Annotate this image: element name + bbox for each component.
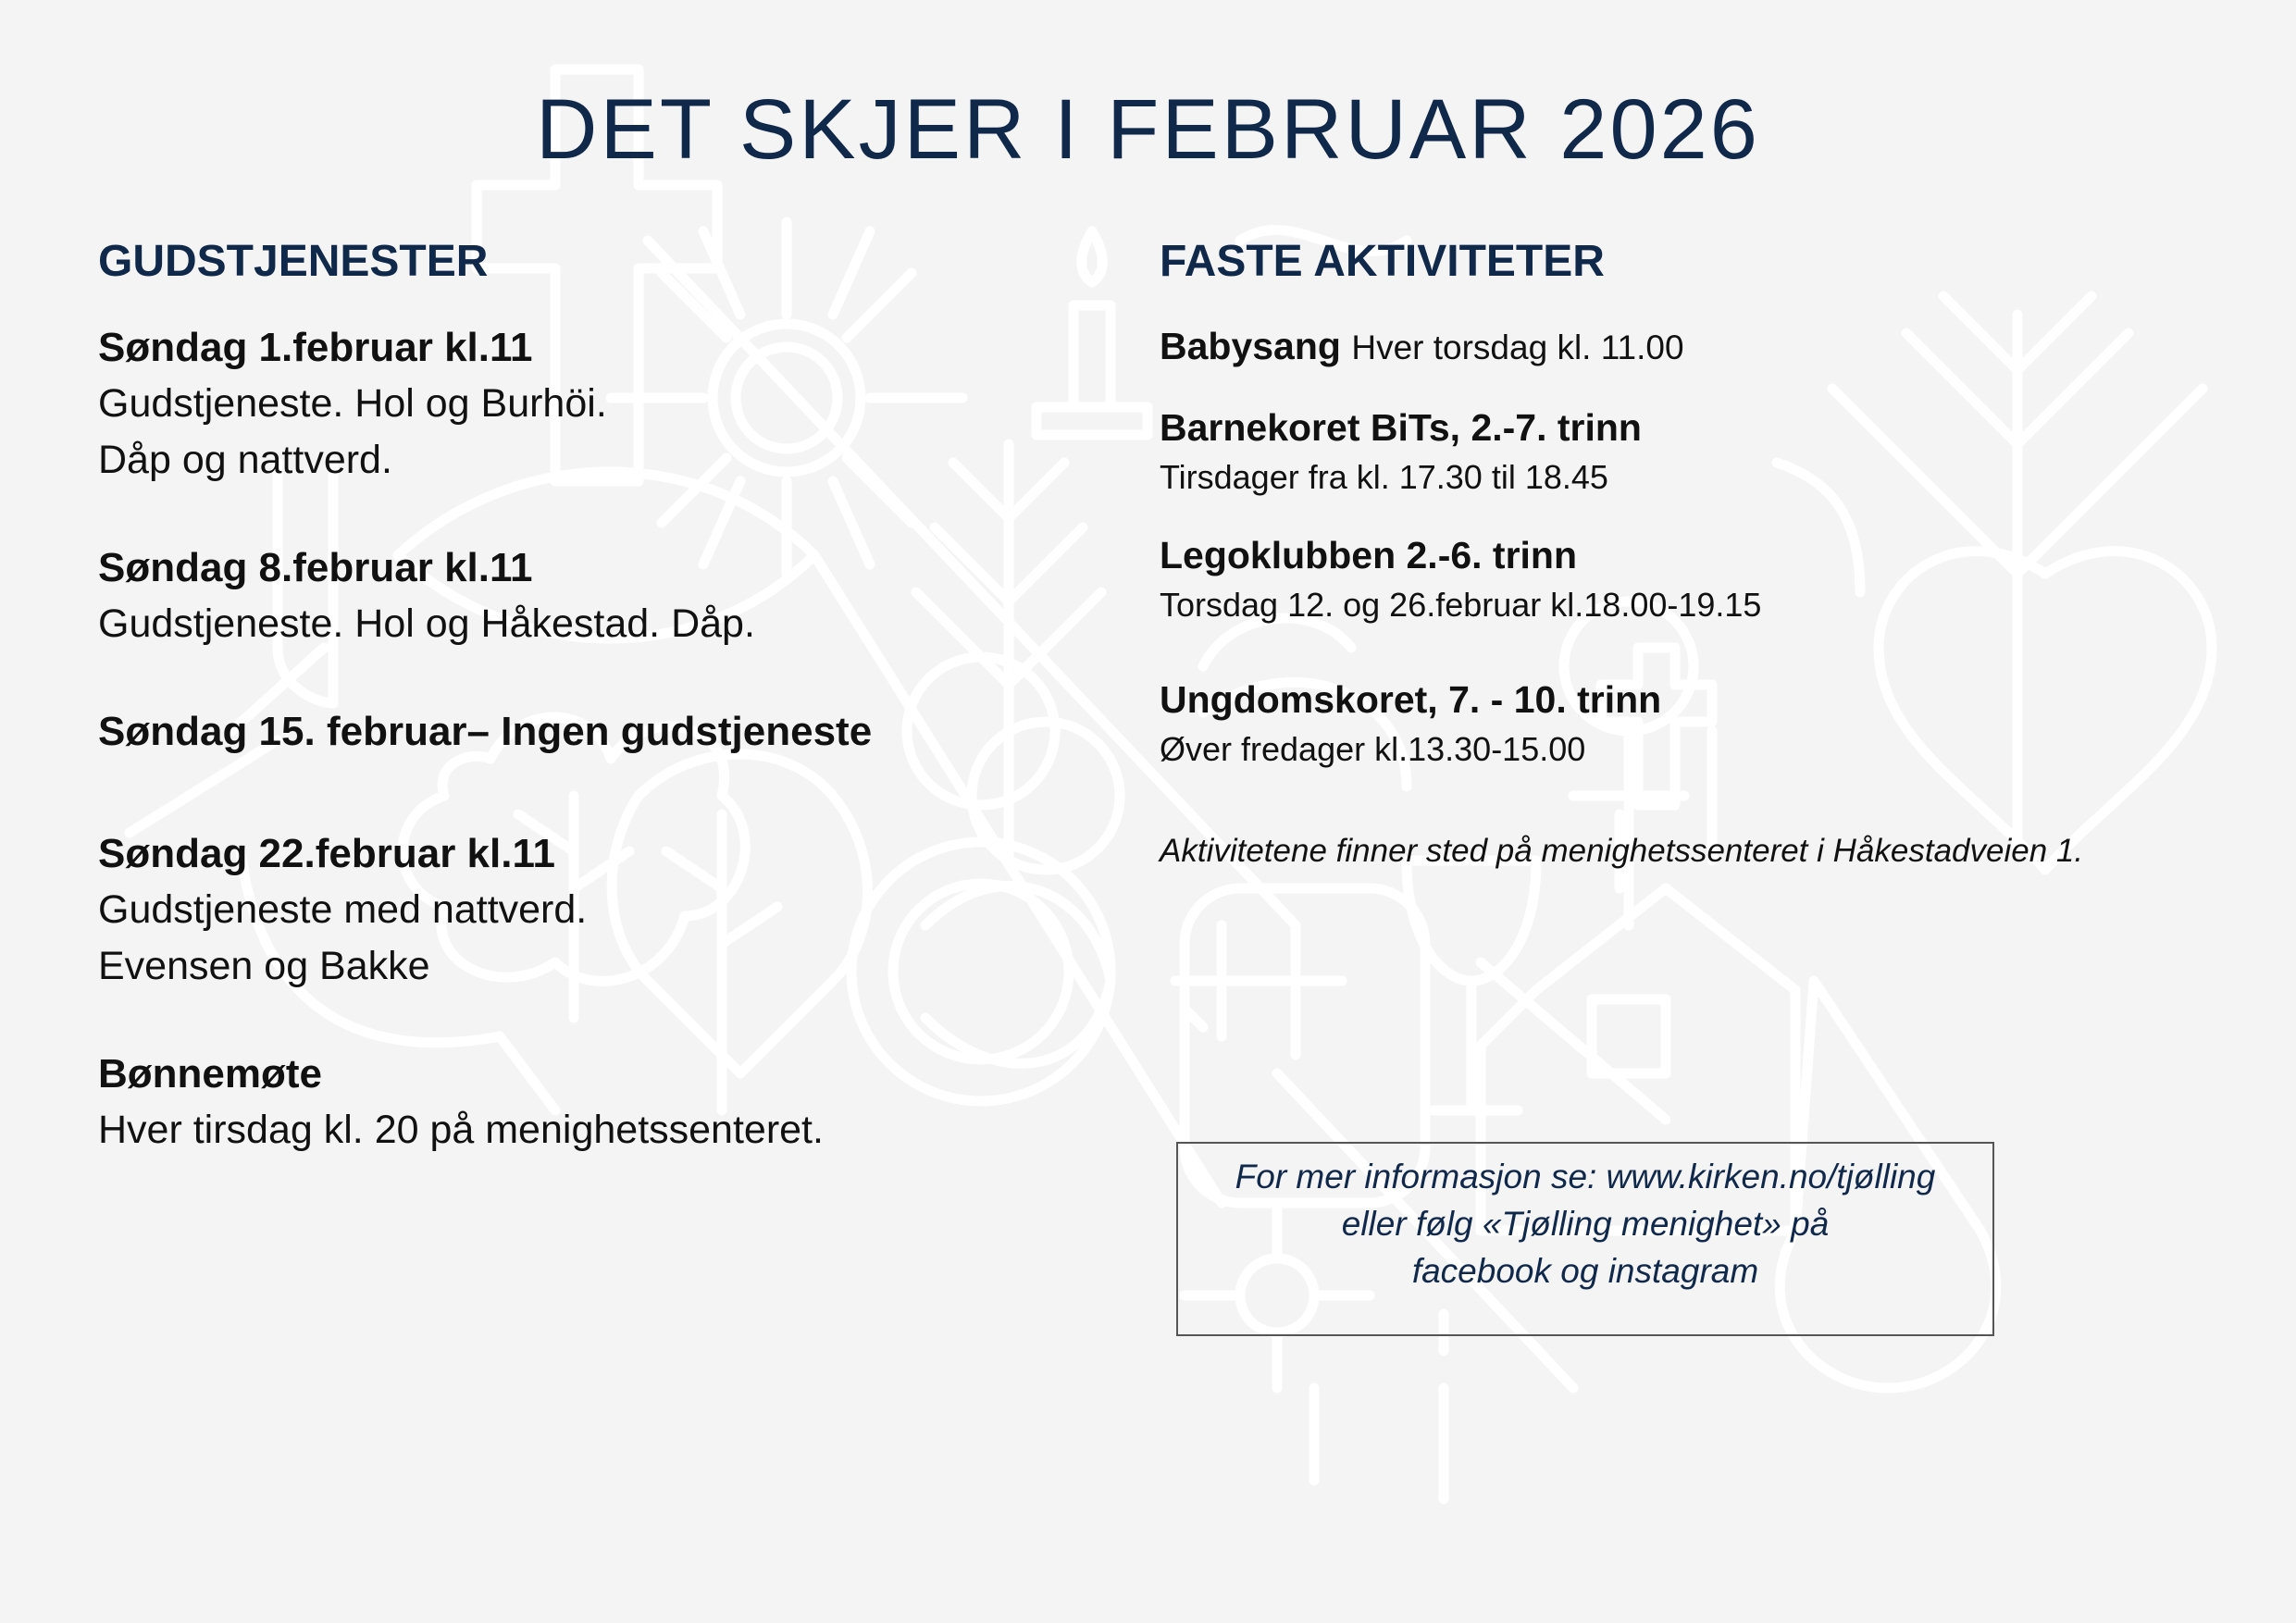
service-line: Dåp og nattverd. xyxy=(98,438,392,482)
info-line: facebook og instagram xyxy=(1411,1252,1759,1290)
activity-title: Legoklubben 2.-6. trinn xyxy=(1160,534,1578,576)
info-line: eller følg «Tjølling menighet» på xyxy=(1341,1205,1830,1243)
service-item xyxy=(98,826,1070,995)
faste-aktiviteter-heading: FASTE AKTIVITETER xyxy=(1160,237,1605,286)
service-title: Søndag 8.februar kl.11 xyxy=(98,545,533,590)
gudstjenester-section xyxy=(98,236,1070,1210)
activity-detail: Torsdag 12. og 26.februar kl.18.00-19.15 xyxy=(1160,586,1762,624)
service-item xyxy=(98,540,1070,652)
activity-item xyxy=(1160,320,2224,374)
activity-detail: Øver fredager kl.13.30-15.00 xyxy=(1160,730,1586,768)
activities-location-note: Aktivitetene finner sted på menighetssenteret i Håkestadveien 1. xyxy=(1160,833,2084,869)
service-line: Gudstjeneste. Hol og Håkestad. Dåp. xyxy=(98,601,755,646)
service-line: Gudstjeneste. Hol og Burhöi. xyxy=(98,381,607,426)
activity-title: Ungdomskoret, 7. - 10. trinn xyxy=(1160,678,1662,721)
activity-detail: Tirsdager fra kl. 17.30 til 18.45 xyxy=(1160,458,1608,496)
activity-title: Barnekoret BiTs, 2.-7. trinn xyxy=(1160,406,1642,449)
gudstjenester-heading: GUDSTJENESTER xyxy=(98,237,489,286)
service-title: Søndag 15. februar– Ingen gudstjeneste xyxy=(98,709,873,754)
activity-title: Babysang xyxy=(1160,325,1341,367)
service-item xyxy=(98,320,1070,489)
activity-item xyxy=(1160,674,2224,774)
service-line: Evensen og Bakke xyxy=(98,944,430,988)
service-title: Søndag 22.februar kl.11 xyxy=(98,831,555,876)
service-line: Hver tirsdag kl. 20 på menighetssenteret. xyxy=(98,1108,824,1152)
service-title: Søndag 1.februar kl.11 xyxy=(98,325,533,370)
service-item xyxy=(98,704,1070,760)
page-title: DET SKJER I FEBRUAR 2026 xyxy=(536,82,1760,177)
info-line: For mer informasjon se: www.kirken.no/tjølling xyxy=(1235,1158,1936,1196)
activity-item xyxy=(1160,529,2224,629)
info-box xyxy=(1176,1142,1994,1336)
activity-item xyxy=(1160,402,2224,502)
service-title: Bønnemøte xyxy=(98,1051,322,1096)
faste-aktiviteter-section xyxy=(1160,236,2224,870)
service-item xyxy=(98,1047,1070,1158)
activity-inline-detail: Hver torsdag kl. 11.00 xyxy=(1351,328,1684,366)
service-line: Gudstjeneste med nattverd. xyxy=(98,887,588,932)
